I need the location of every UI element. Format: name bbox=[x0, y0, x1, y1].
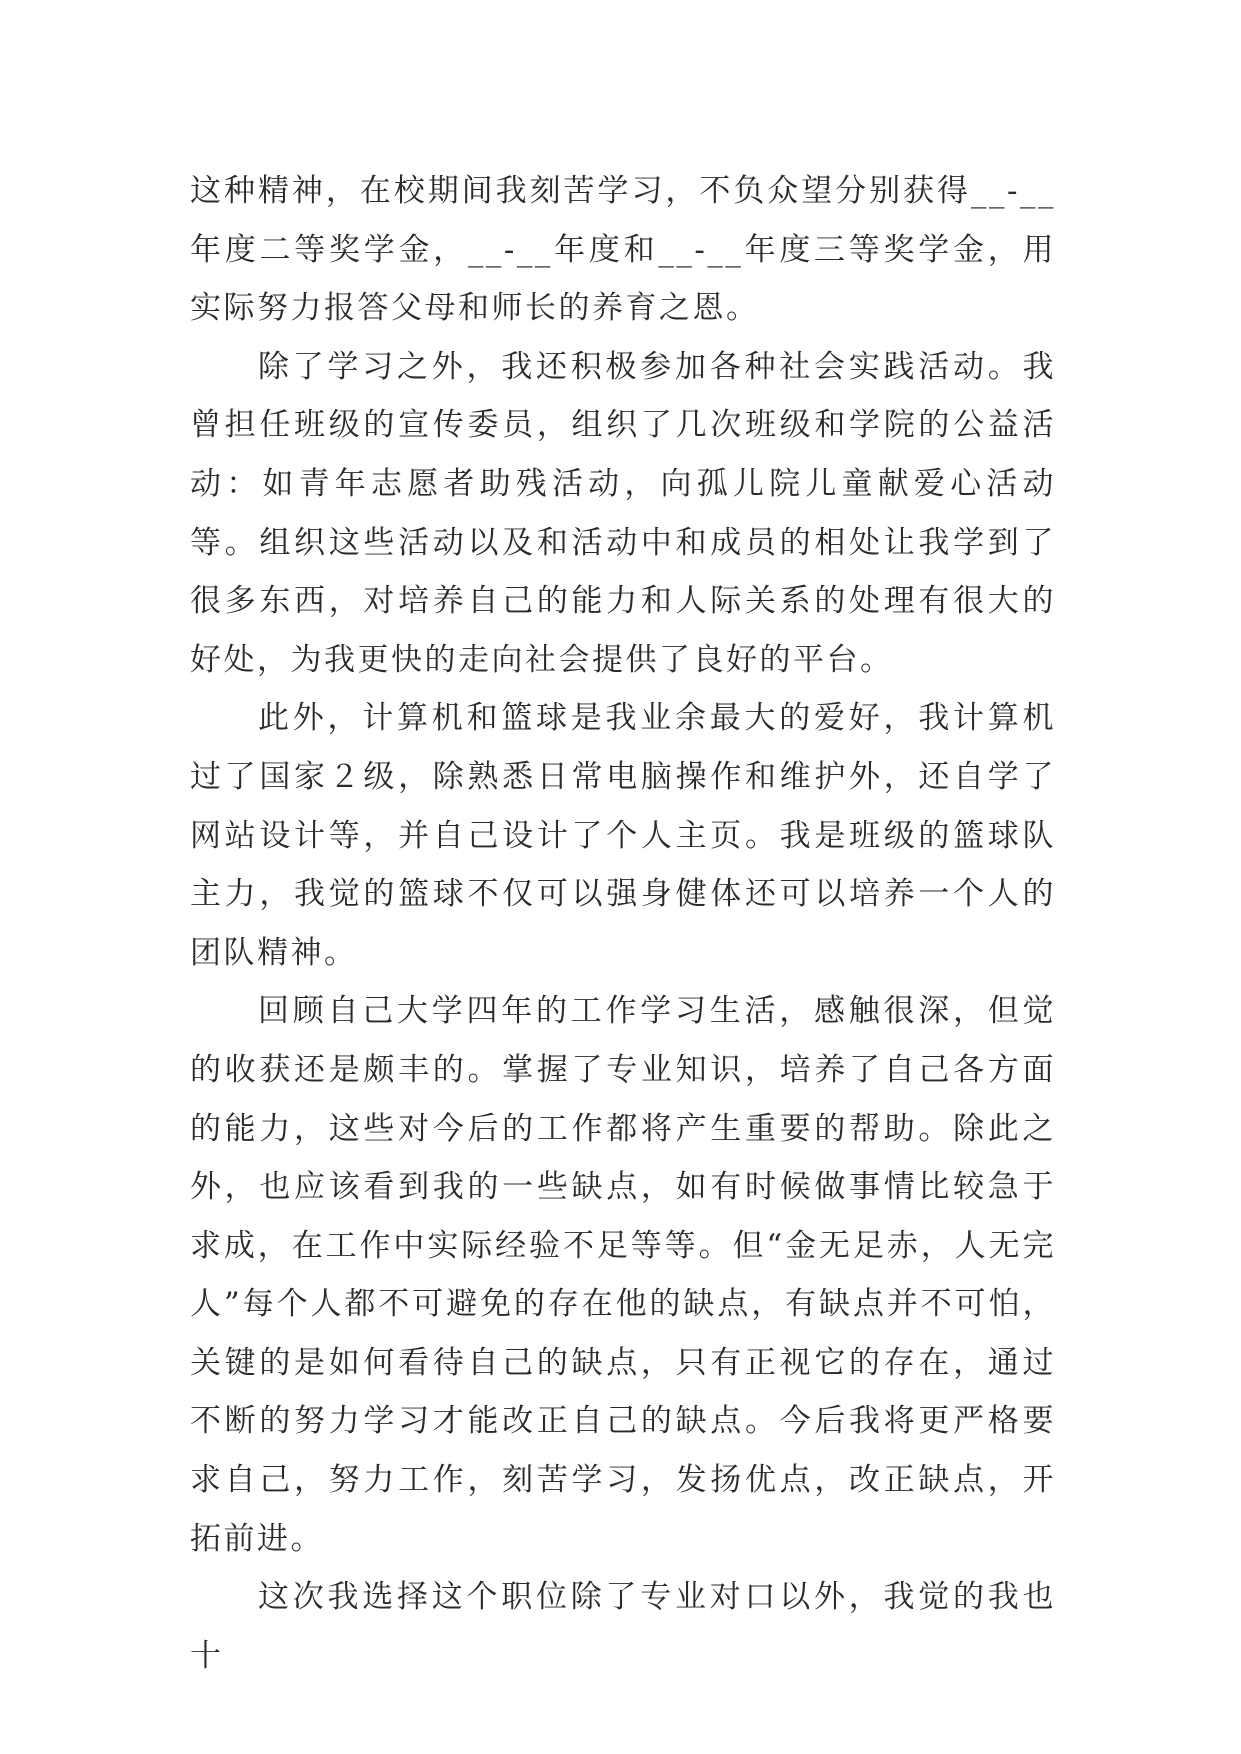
paragraph-3: 此外，计算机和篮球是我业余最大的爱好，我计算机过了国家２级，除熟悉日常电脑操作和维护外，还自学了网站设计等，并自己设计了个人主页。我是班级的篮球队主力，我觉的篮球不仅可以强身健体还可以培养一个人的团队精神。 bbox=[190, 700, 1056, 971]
paragraph-2: 除了学习之外，我还积极参加各种社会实践活动。我曾担任班级的宣传委员，组织了几次班级和学院的公益活动：如青年志愿者助残活动，向孤儿院儿童献爱心活动等。组织这些活动以及和活动中和成员的相处让我学到了很多东西，对培养自己的能力和人际关系的处理有很大的好处，为我更快的走向社会提供了良好的平台。 bbox=[190, 348, 1056, 678]
paragraph-5: 这次我选择这个职位除了专业对口以外，我觉的我也十 bbox=[190, 1579, 1056, 1674]
paragraph-1: 这种精神，在校期间我刻苦学习，不负众望分别获得__-__年度二等奖学金，__-__年度和__-__年度三等奖学金，用实际努力报答父母和师长的养育之恩。 bbox=[190, 173, 1056, 327]
document-body bbox=[190, 162, 1056, 1685]
paragraph-4: 回顾自己大学四年的工作学习生活，感触很深，但觉的收获还是颇丰的。掌握了专业知识，培养了自己各方面的能力，这些对今后的工作都将产生重要的帮助。除此之外，也应该看到我的一些缺点，如有时候做事情比较急于求成，在工作中实际经验不足等等。但“金无足赤，人无完人”每个人都不可避免的存在他的缺点，有缺点并不可怕，关键的是如何看待自己的缺点，只有正视它的存在，通过不断的努力学习才能改正自己的缺点。今后我将更严格要求自己，努力工作，刻苦学习，发扬优点，改正缺点，开拓前进。 bbox=[190, 993, 1056, 1557]
